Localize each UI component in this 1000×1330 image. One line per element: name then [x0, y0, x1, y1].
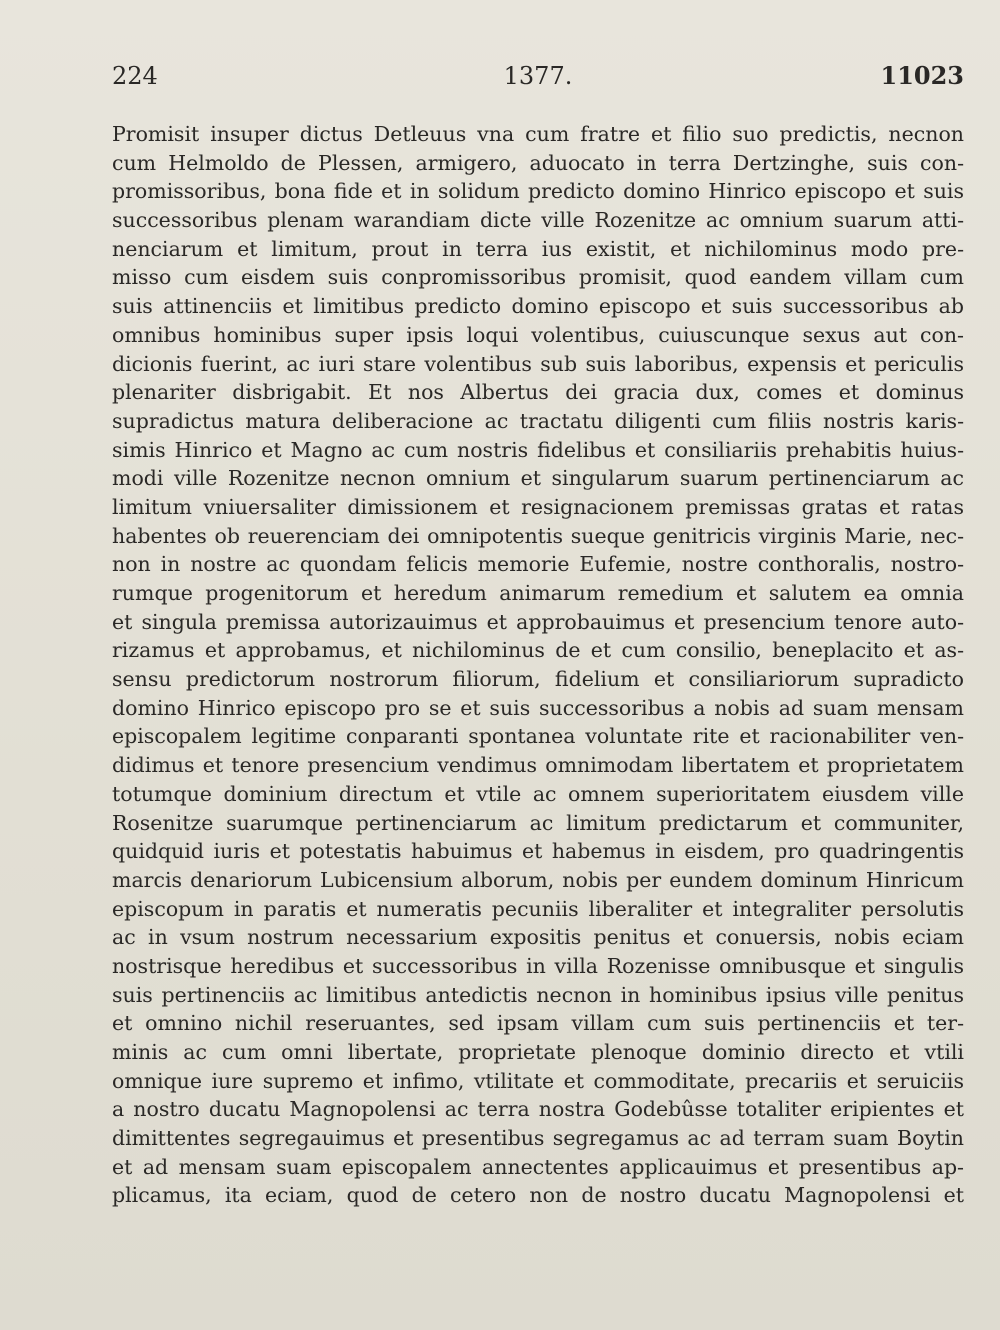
text-line: rizamus et approbamus, et nichilominus de et cum consilio, beneplacito et as- [112, 638, 964, 663]
text-line: suis attinenciis et limitibus predicto domino episcopo et suis successoribus ab [112, 294, 964, 319]
text-line: minis ac cum omni libertate, proprietate plenoque dominio directo et vtili [112, 1040, 964, 1064]
text-line: et omnino nichil reseruantes, sed ipsam villam cum suis pertinenciis et ter- [112, 1011, 964, 1036]
text-line: nenciarum et limitum, prout in terra ius existit, et nichilominus modo pre- [112, 236, 964, 261]
text-line: Rosenitze suarumque pertinenciarum ac limitum predictarum et communiter, [112, 810, 964, 835]
text-line: promissoribus, bona fide et in solidum predicto domino Hinrico episcopo et suis [112, 179, 964, 204]
text-line: omnique iure supremo et infimo, vtilitate et commoditate, precariis et seruiciis [112, 1068, 964, 1093]
text-line: non in nostre ac quondam felicis memorie Eufemie, nostre conthoralis, nostro- [112, 552, 964, 577]
text-line: misso cum eisdem suis conpromissoribus promisit, quod eandem villam cum [112, 265, 964, 290]
page-header [112, 58, 964, 94]
text-line: domino Hinrico episcopo pro se et suis successoribus a nobis ad suam mensam [112, 695, 964, 720]
text-line: a nostro ducatu Magnopolensi ac terra nostra Godebûsse totaliter eripientes et [112, 1097, 964, 1122]
text-line: suis pertinenciis ac limitibus antedictis necnon in hominibus ipsius ville penitus [112, 982, 964, 1007]
text-line: rumque progenitorum et heredum animarum remedium et salutem ea omnia [112, 581, 964, 605]
document-number: 11023 [880, 61, 964, 90]
text-line: successoribus plenam warandiam dicte ville Rozenitze ac omnium suarum atti- [112, 208, 964, 233]
text-line: plicamus, ita eciam, quod de cetero non de nostro ducatu Magnopolensi et [112, 1183, 964, 1208]
page-number: 224 [112, 62, 158, 90]
text-line: cum Helmoldo de Plessen, armigero, aduocato in terra Dertzinghe, suis con- [112, 150, 964, 175]
text-line: plenariter disbrigabit. Et nos Albertus dei gracia dux, comes et dominus [112, 380, 964, 405]
text-line: episcopalem legitime conparanti spontanea voluntate rite et racionabiliter ven- [112, 724, 964, 749]
text-line: dicionis fuerint, ac iuri stare volentibus sub suis laboribus, expensis et periculis [112, 351, 964, 376]
text-line: supradictus matura deliberacione ac tractatu diligenti cum filiis nostris karis- [112, 408, 964, 433]
text-line: sensu predictorum nostrorum filiorum, fidelium et consiliariorum supradicto [112, 667, 964, 692]
body-text [112, 120, 964, 1210]
text-line: limitum vniuersaliter dimissionem et resignacionem premissas gratas et ratas [112, 494, 964, 519]
text-line: episcopum in paratis et numeratis pecuniis liberaliter et integraliter persolutis [112, 896, 964, 921]
text-line: Promisit insuper dictus Detleuus vna cum fratre et filio suo predictis, necnon [112, 122, 964, 146]
text-line: nostrisque heredibus et successoribus in villa Rozenisse omnibusque et singulis [112, 953, 964, 978]
document-year: 1377. [503, 62, 573, 90]
text-line: ac in vsum nostrum necessarium expositis penitus et conuersis, nobis eciam [112, 925, 964, 950]
text-line: simis Hinrico et Magno ac cum nostris fidelibus et consiliariis prehabitis huius- [112, 437, 964, 462]
text-line: didimus et tenore presencium vendimus omnimodam libertatem et proprietatem [112, 753, 964, 778]
text-line: modi ville Rozenitze necnon omnium et singularum suarum pertinenciarum ac [112, 466, 964, 491]
text-line: et ad mensam suam episcopalem annectentes applicauimus et presentibus ap- [112, 1154, 964, 1179]
text-line: totumque dominium directum et vtile ac omnem superioritatem eiusdem ville [112, 781, 964, 806]
text-line: marcis denariorum Lubicensium alborum, nobis per eundem dominum Hinricum [112, 867, 964, 892]
text-line: habentes ob reuerenciam dei omnipotentis sueque genitricis virginis Marie, nec- [112, 523, 964, 548]
text-line: quidquid iuris et potestatis habuimus et habemus in eisdem, pro quadringentis [112, 839, 964, 864]
text-line: omnibus hominibus super ipsis loqui volentibus, cuiuscunque sexus aut con- [112, 322, 964, 347]
text-line: et singula premissa autorizauimus et approbauimus et presencium tenore auto- [112, 609, 964, 634]
text-line: dimittentes segregauimus et presentibus segregamus ac ad terram suam Boytin [112, 1126, 964, 1151]
